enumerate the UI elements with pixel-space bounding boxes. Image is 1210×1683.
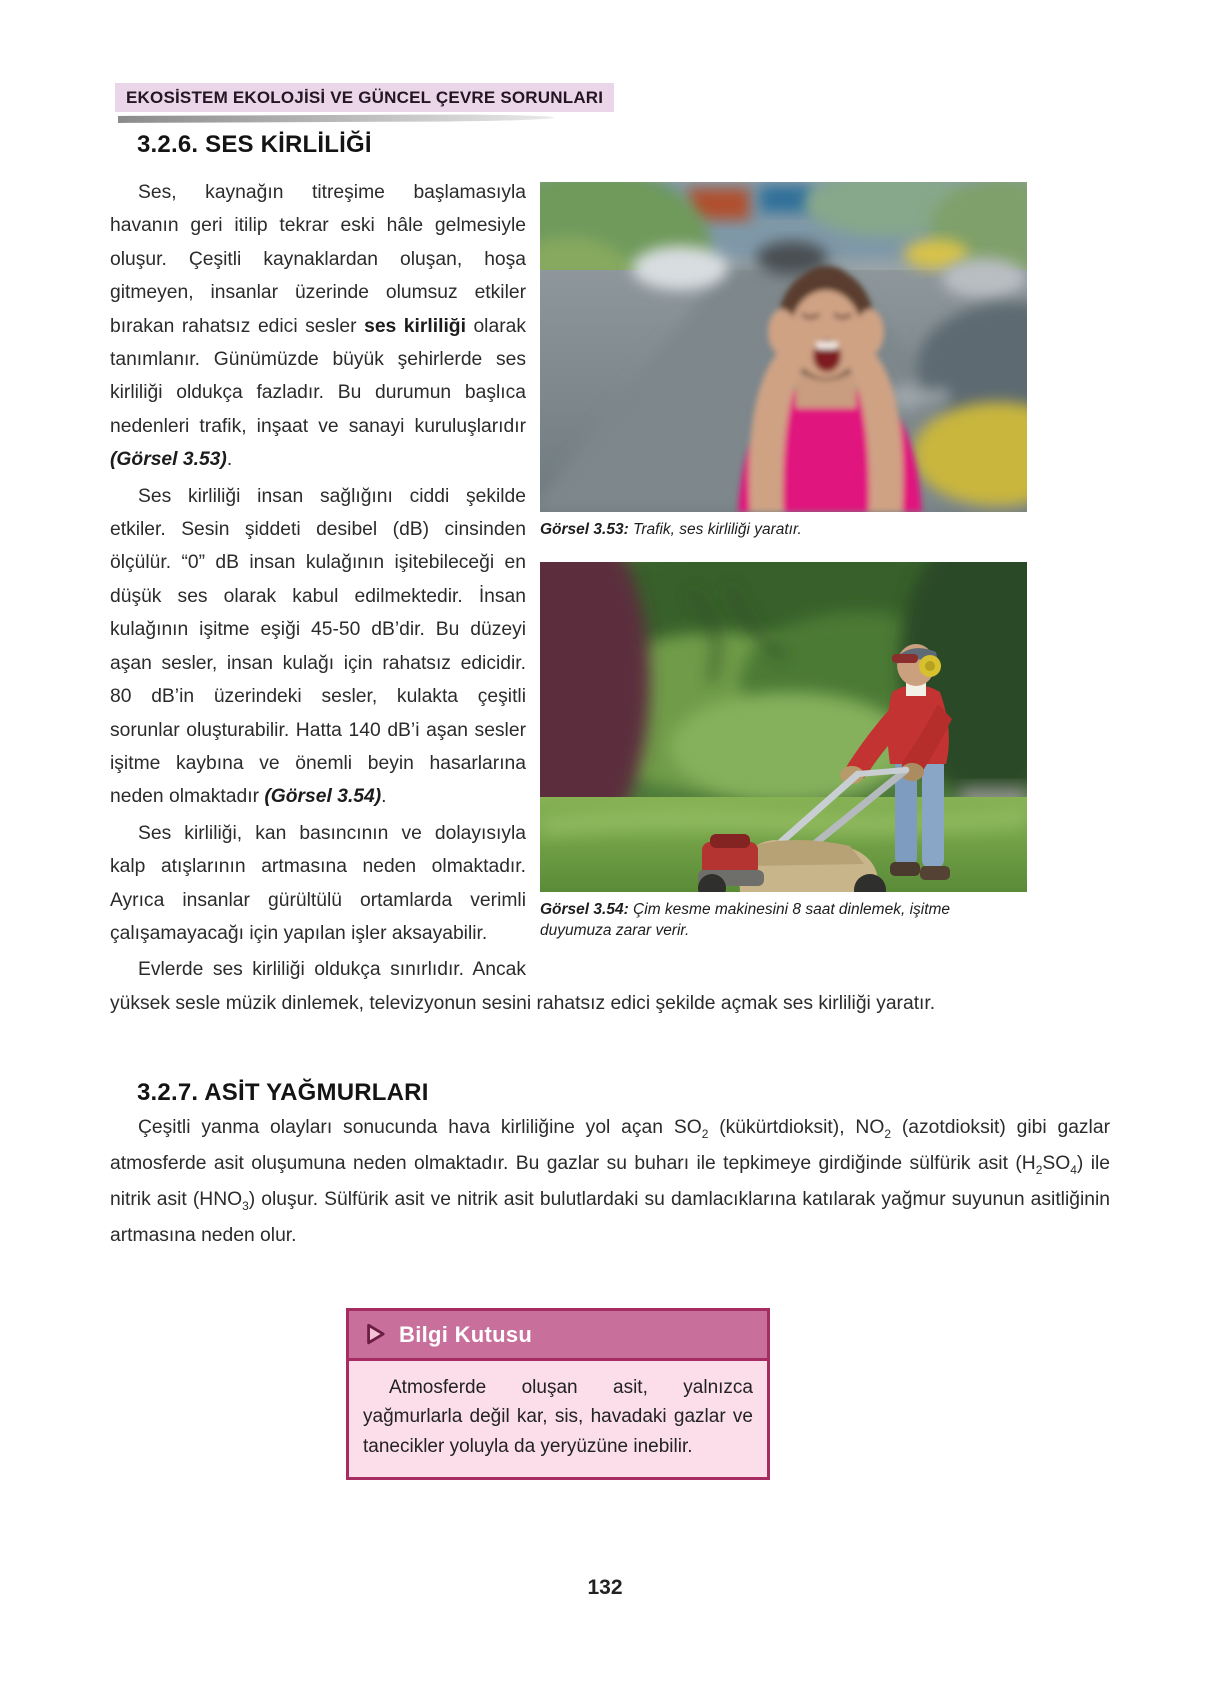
chem-subscript: 2 — [884, 1126, 891, 1141]
body-text: ) oluşur. Sülfürik asit ve nitrik asit bulutlardaki su damlacıklarına katılarak yağmur suyunun asitliğinin artmasına neden olur. — [110, 1188, 1110, 1246]
body-text: . — [226, 449, 233, 471]
section-heading-noise: 3.2.6. SES KİRLİLİĞİ — [137, 131, 372, 158]
body-text: (kükürtdioksit), NO — [708, 1116, 885, 1138]
lawn-mower-photo — [540, 562, 1027, 892]
figure-caption-3-53 — [540, 519, 1020, 540]
figure-reference: (Görsel 3.54) — [264, 786, 382, 808]
body-text: olarak tanımlanır. Günümüzde büyük şehirlerde ses kirliliği oldukça fazladır. Bu durumun başlıca nedenleri trafik, inşaat ve sanayi kuruluşlarıdır — [110, 315, 526, 437]
figure-label: Görsel 3.53: — [540, 521, 629, 538]
banner-underline — [118, 114, 554, 123]
figure-reference: (Görsel 3.53) — [110, 449, 227, 471]
bold-term: ses kirliliği — [364, 315, 466, 337]
info-box — [346, 1308, 770, 1481]
info-box-body — [346, 1361, 770, 1481]
info-box-text: Atmosferde oluşan asit, yalnızca yağmurlarla değil kar, sis, havadaki gazlar ve tanecikler yoluyla da yeryüzüne inebilir. — [363, 1376, 753, 1457]
play-triangle-icon — [361, 1320, 389, 1348]
traffic-noise-photo — [540, 182, 1027, 512]
figure-3-53 — [540, 182, 1110, 540]
figure-3-54 — [540, 562, 1110, 941]
info-box-header — [346, 1308, 770, 1361]
chem-subscript: 3 — [242, 1198, 249, 1213]
body-text: (azotdioksit) gibi gazlar atmosferde asit oluşumuna neden olmaktadır. Bu gazlar su buharı ile tepkimeye girdiğinde sülfürik asit (H — [110, 1116, 1110, 1174]
chem-subscript: 4 — [1070, 1162, 1077, 1177]
figure-label: Görsel 3.54: — [540, 901, 629, 918]
paragraph-acid-1 — [110, 1110, 1110, 1254]
paragraph-noise-3: Ses kirliliği, kan basıncının ve dolayısıyla kalp atışlarının artmasına neden olmaktadır. Ayrıca insanlar gürültülü ortamlarda verimli çalışamayacağı için yapılan işler aksayabilir. — [110, 822, 526, 944]
chapter-header-banner: EKOSİSTEM EKOLOJİSİ VE GÜNCEL ÇEVRE SORUNLARI — [115, 83, 614, 112]
figure-caption-text: Trafik, ses kirliliği yaratır. — [628, 521, 802, 538]
page-number: 132 — [587, 1576, 623, 1599]
body-text: Çeşitli yanma olayları sonucunda hava kirliliğine yol açan SO — [138, 1116, 702, 1138]
body-text: Ses, kaynağın titreşime başlamasıyla havanın geri itilip tekrar eski hâle gelmesiyle oluşur. Çeşitli kaynaklardan oluşan, hoşa gitmeyen, insanlar üzerinde olumsuz etkiler bırakan rahatsız edici sesler — [110, 182, 526, 337]
section-heading-acid: 3.2.7. ASİT YAĞMURLARI — [137, 1079, 429, 1107]
body-text: SO — [1042, 1152, 1071, 1174]
body-text: ) ile nitrik asit (HNO — [110, 1152, 1110, 1210]
chem-subscript: 2 — [1035, 1162, 1043, 1177]
chem-subscript: 2 — [701, 1126, 709, 1141]
figure-caption-text: Çim kesme makinesini 8 saat dinlemek, işitme duyumuza zarar verir. — [540, 901, 951, 939]
body-text: . — [381, 786, 387, 808]
body-text: Ses kirliliği insan sağlığını ciddi şekilde etkiler. Sesin şiddeti desibel (dB) cinsinden ölçülür. “0” dB insan kulağının işitebileceği en düşük ses olarak kabul edilmektedir. İnsan kulağının işitme eşiği 45-50 dB’dir. Bu düzeyi aşan sesler, insan kulağı için rahatsız edicidir. 80 dB’in üzerindeki sesler, kulakta çeşitli sorunlar oluşturabilir. Hatta 140 dB’i aşan sesler işitme kaybına ve önemli beyin hasarlarına neden olmaktadır — [110, 485, 526, 808]
figure-column — [540, 182, 1110, 963]
figure-caption-3-54 — [540, 899, 1020, 941]
paragraph-noise-4: Evlerde ses kirliliği oldukça sınırlıdır. Ancak yüksek sesle müzik dinlemek, televizyonun sesini rahatsız edici şekilde açmak ses kirliliği yaratır. — [110, 959, 936, 1014]
info-box-title: Bilgi Kutusu — [399, 1321, 533, 1347]
main-content — [110, 176, 1110, 1480]
